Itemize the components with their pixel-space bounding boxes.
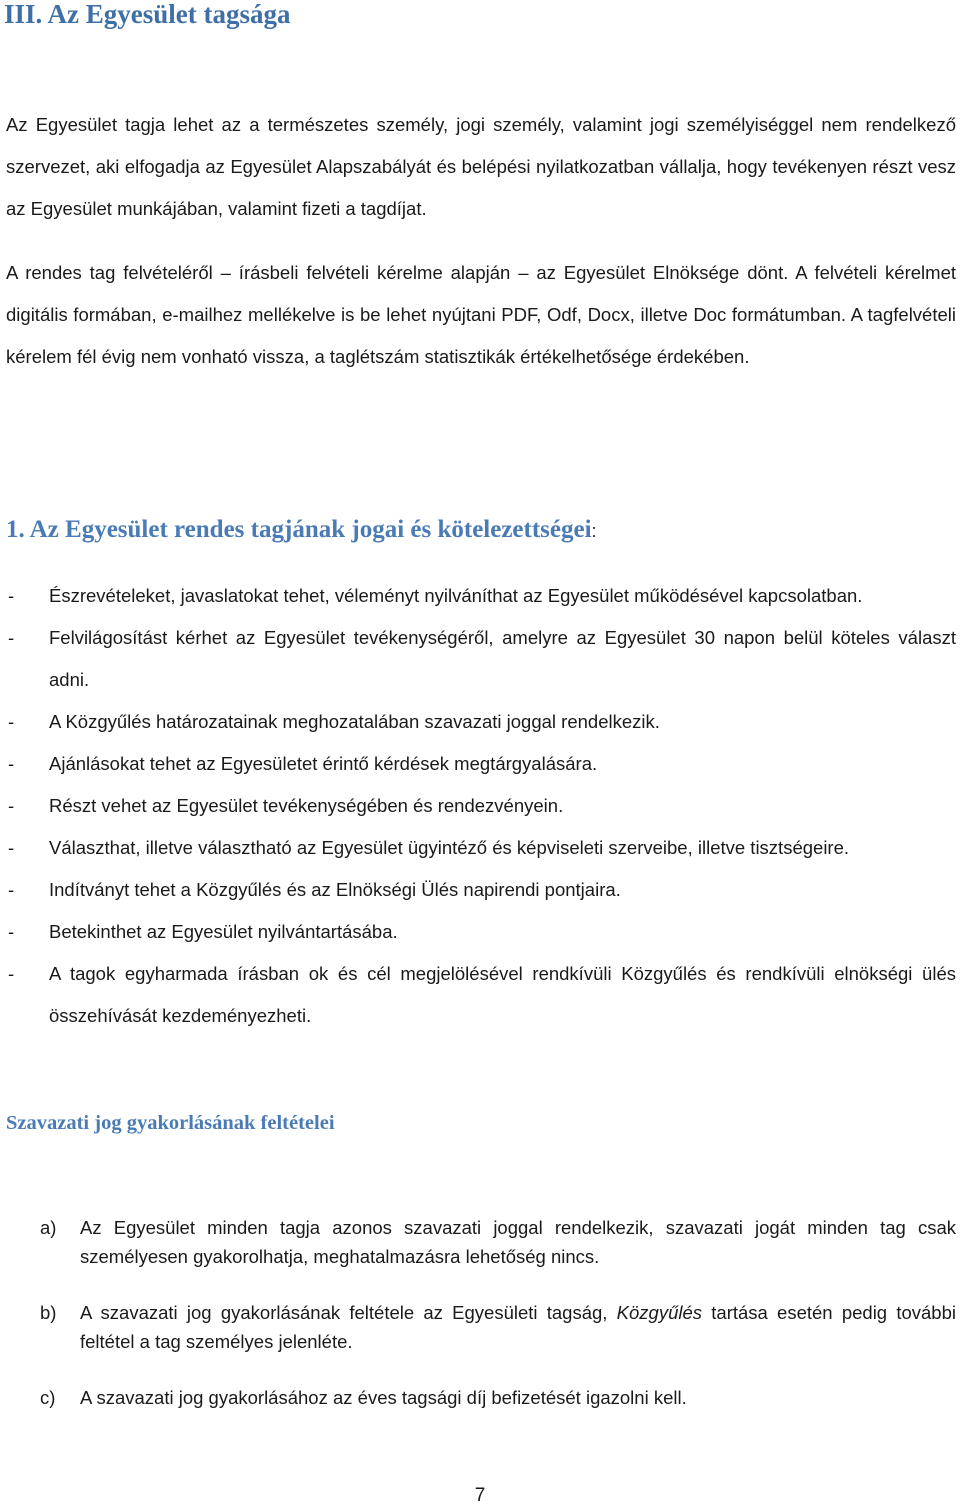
- intro-paragraph-2: A rendes tag felvételéről – írásbeli felvételi kérelme alapján – az Egyesület Elnöksége dönt. A felvételi kérelmet digitális formában, e-mailhez mellékelve is be lehet nyújtani PDF, Odf, Docx, illetve Doc formátumban. A tagfelvételi kérelem fél évig nem vonható vissza, a taglétszám statisztikák értékelhetősége érdekében.: [6, 262, 956, 367]
- list-item-text: [80, 1302, 956, 1352]
- rights-list: [0, 575, 960, 1037]
- list-marker: c): [40, 1387, 56, 1408]
- list-item: [0, 911, 956, 953]
- voting-conditions-heading: Szavazati jog gyakorlásának feltételei: [6, 1112, 335, 1134]
- list-item: [0, 575, 956, 617]
- list-item: [0, 953, 956, 1037]
- list-item: [0, 743, 956, 785]
- list-item-text: Betekinthet az Egyesület nyilvántartásába.: [49, 921, 398, 942]
- list-item: [0, 701, 956, 743]
- list-item: [0, 869, 956, 911]
- dash-marker: -: [8, 753, 15, 774]
- list-marker: a): [40, 1217, 57, 1238]
- dash-marker: -: [8, 921, 15, 942]
- text-segment: A szavazati jog gyakorlásának feltétele az Egyesületi tagság,: [80, 1302, 617, 1323]
- list-item: [0, 1213, 956, 1271]
- list-item-text: Indítványt tehet a Közgyűlés és az Elnökségi Ülés napirendi pontjaira.: [49, 879, 621, 900]
- list-item: [0, 1298, 956, 1356]
- voting-conditions-list: [0, 1213, 960, 1439]
- list-item: [0, 785, 956, 827]
- intro-paragraph-1: Az Egyesület tagja lehet az a természetes személy, jogi személy, valamint jogi személyiséggel nem rendelkező szervezet, aki elfogadja az Egyesület Alapszabályát és belépési nyilatkozatban vállalja, hogy tevékenyen részt vesz az Egyesület munkájában, valamint fizeti a tagdíjat.: [6, 114, 956, 219]
- section-heading-rights: [6, 510, 597, 551]
- list-item-text: Részt vehet az Egyesület tevékenységében és rendezvényein.: [49, 795, 564, 816]
- dash-marker: -: [8, 795, 15, 816]
- text-segment: tartása esetén pedig további feltétel a tag személyes jelenléte.: [80, 1302, 956, 1352]
- list-item-text: A szavazati jog gyakorlásához az éves tagsági díj befizetését igazolni kell.: [80, 1387, 687, 1408]
- list-item-text: A tagok egyharmada írásban ok és cél megjelölésével rendkívüli Közgyűlés és rendkívüli elnökségi ülés összehívását kezdeményezheti.: [49, 963, 956, 1026]
- list-item: [0, 827, 956, 869]
- list-item-text: Felvilágosítást kérhet az Egyesület tevékenységéről, amelyre az Egyesület 30 napon belül köteles választ adni.: [49, 627, 956, 690]
- section-heading-colon: :: [591, 521, 597, 541]
- dash-marker: -: [8, 837, 15, 858]
- dash-marker: -: [8, 627, 15, 648]
- list-item-text: Ajánlásokat tehet az Egyesületet érintő kérdések megtárgyalására.: [49, 753, 598, 774]
- list-item-text: Választhat, illetve választható az Egyesület ügyintéző és képviseleti szerveibe, illetve tisztségeire.: [49, 837, 850, 858]
- section-heading-text: 1. Az Egyesület rendes tagjának jogai és kötelezettségei: [6, 516, 592, 543]
- italic-term: Közgyűlés: [616, 1302, 703, 1323]
- page-number: 7: [474, 1485, 486, 1506]
- chapter-heading: III. Az Egyesület tagsága: [4, 0, 291, 29]
- list-marker: b): [40, 1302, 57, 1323]
- dash-marker: -: [8, 585, 15, 606]
- list-item-text: A Közgyűlés határozatainak meghozatalában szavazati joggal rendelkezik.: [49, 711, 660, 732]
- dash-marker: -: [8, 963, 15, 984]
- list-item-text: Észrevételeket, javaslatokat tehet, véleményt nyilváníthat az Egyesület működésével kapcsolatban.: [49, 585, 863, 606]
- list-item: [0, 617, 956, 701]
- list-item-text: Az Egyesület minden tagja azonos szavazati joggal rendelkezik, szavazati jogát minden tag csak személyesen gyakorolhatja, meghatalmazásra lehetőség nincs.: [80, 1217, 956, 1267]
- dash-marker: -: [8, 711, 15, 732]
- list-item: [0, 1383, 956, 1412]
- dash-marker: -: [8, 879, 15, 900]
